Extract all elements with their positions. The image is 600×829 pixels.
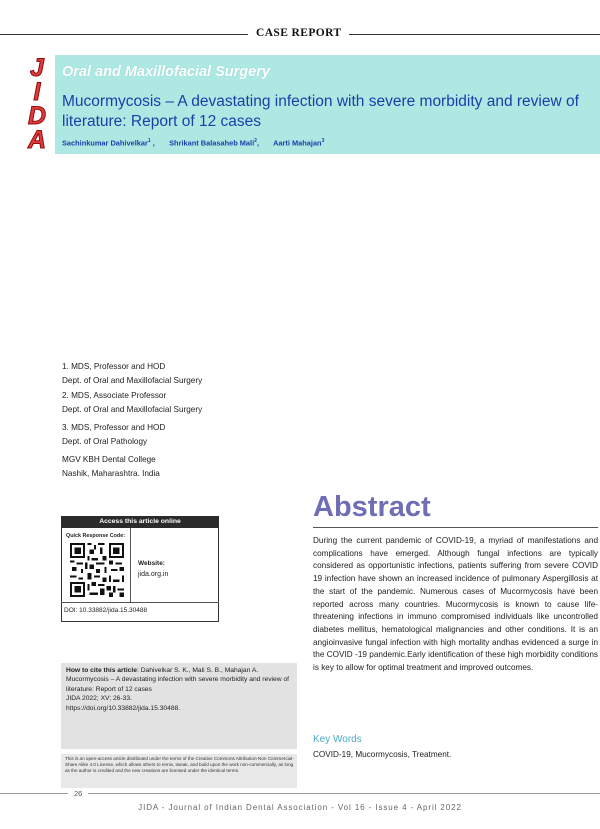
author-separator: , [150,138,155,148]
abstract-heading: Abstract [313,491,431,523]
footer-rule [0,793,600,794]
qr-code-icon[interactable] [70,543,124,597]
qr-label: Quick Response Code: [66,533,126,539]
institution [62,453,160,480]
affiliation-2 [62,389,202,416]
citation-body: : Dahivelkar S. K., Mali S. B., Mahajan A. Mucormycosis – A devastating infection with severe morbidity and review of literature: Report of 12 cases [66,667,290,693]
website-label: Website: [138,560,165,567]
author-affiliation-mark: 2 [254,138,257,144]
affiliation-1 [62,360,202,387]
specialty-heading: Oral and Maxillofacial Surgery [62,64,270,80]
citation-url[interactable]: https://doi.org/10.33882/jida.15.30488. [66,704,181,712]
abstract-rule [313,527,598,528]
access-divider [61,602,219,603]
affiliation-role: 3. MDS, Professor and HOD [62,423,166,432]
abstract-body: During the current pandemic of COVID-19, a myriad of manifestations and complications have emerged. Although fungal infections are typically considered as opportunistic infections, patients suffering from severe COVID 19 infection have shown an increased incidence of pulmonary Aspergillosis at the start of the pandemic. Numerous cases of Mucormycosis have been reported across many countries. Mucormycosis is known to cause life-threatening infections in immuno compromised individuals like uncontrolled diabetes mellitus, hematological malignancies and other conditions. It is an angioinvasive fungal infection with high mortality andhas evidenced a surge in the COVID -19 pandemic.Early identification of these high morbidity conditions is key to allow for optimal treatment and improved outcomes. [313,536,598,673]
keywords-heading: Key Words [313,734,362,745]
access-heading: Access this article online [61,516,219,528]
keywords-list: COVID-19, Mucormycosis, Treatment. [313,750,452,759]
author-name: Sachinkumar Dahivelkar [62,138,148,148]
citation-text [66,666,294,713]
author-name: Aarti Mahajan [273,138,322,148]
doi-link[interactable]: DOI: 10.33882/jida.15.30488 [64,607,148,614]
affiliation-role: 2. MDS, Associate Professor [62,391,167,400]
affiliation-dept: Dept. of Oral Pathology [62,436,148,446]
author-list [62,138,324,147]
affiliation-3 [62,421,165,448]
institution-name: MGV KBH Dental College [62,455,156,464]
article-title: Mucormycosis – A devastating infection with severe morbidity and review of literature: Report of 12 cases [62,93,579,130]
author-name: Shrikant Balasaheb Mali [169,138,255,148]
author-separator: , [256,138,259,148]
institution-location: Nashik, Maharashtra. India [62,468,160,478]
author-affiliation-mark: 3 [321,138,325,144]
footer-journal-line: JIDA - Journal of Indian Dental Association - Vol 16 - Issue 4 - April 2022 [138,803,462,812]
affiliation-role: 1. MDS, Professor and HOD [62,362,166,371]
affiliation-dept: Dept. of Oral and Maxillofacial Surgery [62,375,203,385]
website-link[interactable]: jida.org.in [138,571,169,578]
author-affiliation-mark: 1 [147,138,151,144]
affiliation-dept: Dept. of Oral and Maxillofacial Surgery [62,404,203,414]
journal-letter-a: A [27,126,47,154]
page-number: 26 [68,789,88,798]
section-label: CASE REPORT [248,27,349,39]
access-divider [130,528,131,602]
journal-letter-j: J [30,54,44,82]
citation-journal: JIDA 2022; XV; 26-33. [66,695,132,703]
license-text: This is an open-access article distributed under the terms of the Creative Commons Attribution-Non Commercial-Share Alike 4.0 License, which allows others to remix, tweak, and build upon the work non-commercially, as long as the author is credited and the new creations are licensed under the identical terms. [65,756,294,774]
citation-label: How to cite this article [66,667,137,674]
journal-letter-i: I [33,78,41,106]
journal-letter-d: D [27,102,47,130]
